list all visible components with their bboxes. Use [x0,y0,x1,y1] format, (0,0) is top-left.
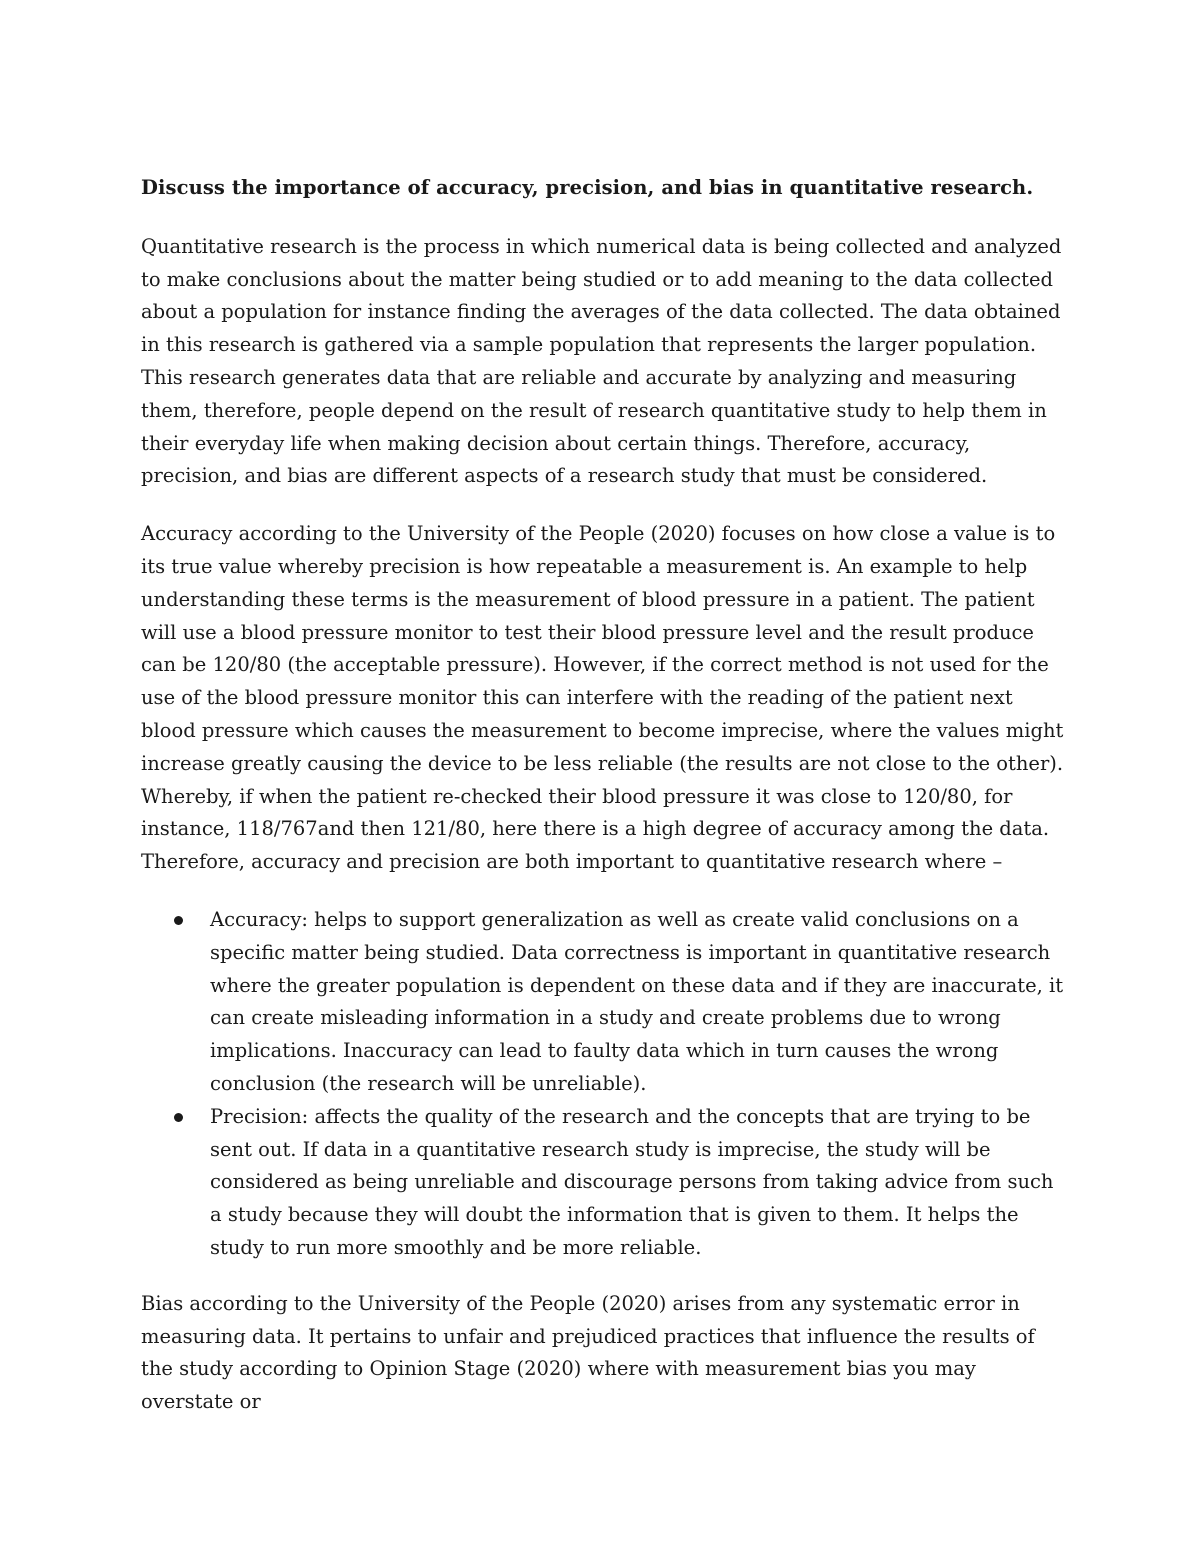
bullet-list [141,904,1066,1265]
bullet-icon [174,916,183,925]
bullet-item-accuracy [141,904,1066,1101]
bullet-text: Precision: affects the quality of the research and the concepts that are trying to be sent out. If data in a quantitative research study is imprecise, the study will be considered as being unreliable and discourage persons from taking advice from such a study because they will doubt the information that is given to them. It helps the study to run more smoothly and be more reliable. [210,1104,1054,1259]
bullet-icon [174,1113,183,1122]
bias-paragraph: Bias according to the University of the People (2020) arises from any systematic error in measuring data. It pertains to unfair and prejudiced practices that influence the results of the study according to Opinion Stage (2020) where with measurement bias you may overstate or [141,1291,1035,1414]
document-heading: Discuss the importance of accuracy, precision, and bias in quantitative research. [141,176,1034,199]
document-body [141,172,1066,1444]
bullet-text: Accuracy: helps to support generalization as well as create valid conclusions on a specific matter being studied. Data correctness is important in quantitative research where the greater population is dependent on these data and if they are inaccurate, it can create misleading information in a study and create problems due to wrong implications. Inaccuracy can lead to faulty data which in turn causes the wrong conclusion (the research will be unreliable). [210,907,1064,1095]
intro-paragraph: Quantitative research is the process in which numerical data is being collected and analyzed to make conclusions about the matter being studied or to add meaning to the data collected about a population for instance finding the averages of the data collected. The data obtained in this research is gathered via a sample population that represents the larger population. This research generates data that are reliable and accurate by analyzing and measuring them, therefore, people depend on the result of research quantitative study to help them in their everyday life when making decision about certain things. Therefore, accuracy, precision, and bias are different aspects of a research study that must be considered. [141,234,1062,488]
accuracy-paragraph: Accuracy according to the University of the People (2020) focuses on how close a value is to its true value whereby precision is how repeatable a measurement is. An example to help understanding these terms is the measurement of blood pressure in a patient. The patient will use a blood pressure monitor to test their blood pressure level and the result produce can be 120/80 (the acceptable pressure). However, if the correct method is not used for the use of the blood pressure monitor this can interfere with the reading of the patient next blood pressure which causes the measurement to become imprecise, where the values might increase greatly causing the device to be less reliable (the results are not close to the other). Whereby, if when the patient re-checked their blood pressure it was close to 120/80, for instance, 118/767and then 121/80, here there is a high degree of accuracy among the data. Therefore, accuracy and precision are both important to quantitative research where – [141,522,1064,874]
bullet-item-precision [141,1101,1066,1265]
